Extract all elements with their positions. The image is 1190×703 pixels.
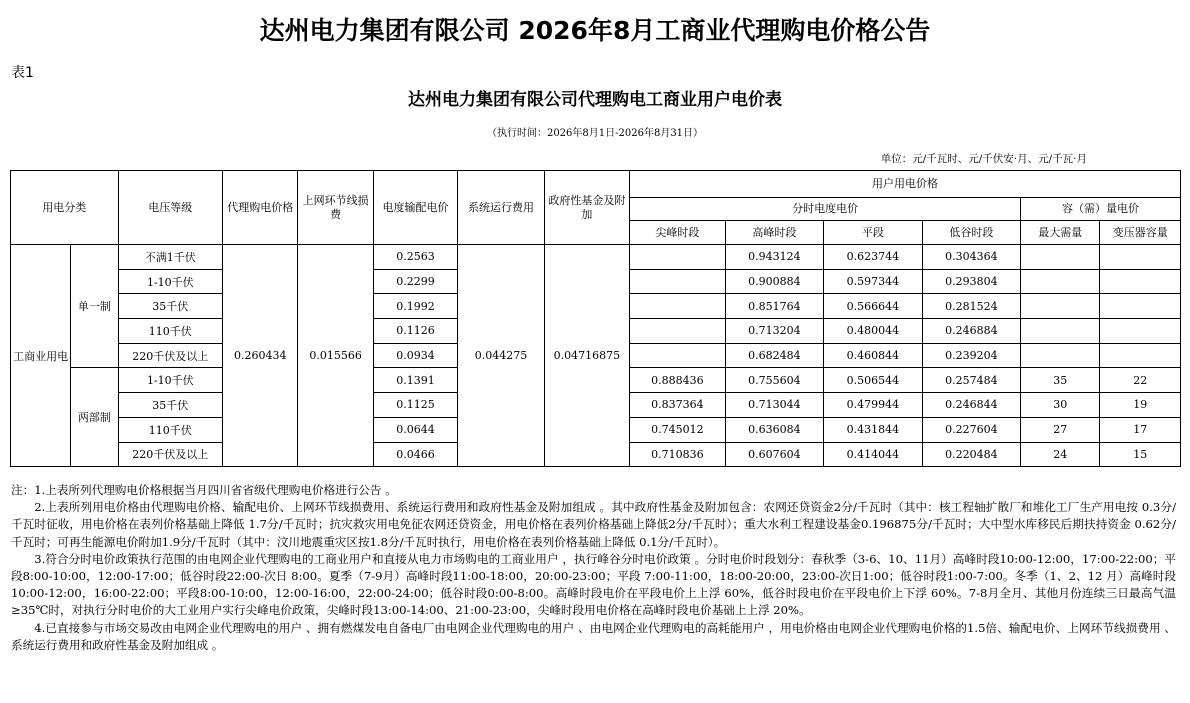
header-agency-price: 代理购电价格 xyxy=(223,171,298,245)
transmission-cell: 0.2299 xyxy=(373,269,457,294)
voltage-cell: 110千伏 xyxy=(118,319,223,344)
header-gov-fund: 政府性基金及附加 xyxy=(544,171,629,245)
transmission-cell: 0.0644 xyxy=(373,417,457,442)
high-cell: 0.943124 xyxy=(725,245,824,270)
header-capacity-price: 容（需）量电价 xyxy=(1021,198,1181,221)
demand-cell: 27 xyxy=(1021,417,1100,442)
voltage-cell: 35千伏 xyxy=(118,393,223,418)
two-part-system-cell: 两部制 xyxy=(71,368,118,467)
header-valley: 低谷时段 xyxy=(922,221,1021,245)
table-number: 表1 xyxy=(11,65,34,81)
flat-cell: 0.480044 xyxy=(824,319,923,344)
header-voltage: 电压等级 xyxy=(118,171,223,245)
execution-period: （执行时间：2026年8月1日-2026年8月31日） xyxy=(486,128,704,139)
system-cost-cell: 0.044275 xyxy=(458,245,544,467)
flat-cell: 0.597344 xyxy=(824,269,923,294)
voltage-cell: 35千伏 xyxy=(118,294,223,319)
transmission-cell: 0.0934 xyxy=(373,343,457,368)
transmission-cell: 0.1126 xyxy=(373,319,457,344)
demand-cell: 30 xyxy=(1021,393,1100,418)
note-1: 注：1.上表所列代理购电价格根据当月四川省省级代理购电价格进行公告 。 xyxy=(11,483,397,497)
header-category: 用电分类 xyxy=(11,171,119,245)
transformer-cell xyxy=(1100,245,1181,270)
transformer-cell: 17 xyxy=(1100,417,1181,442)
demand-cell xyxy=(1021,294,1100,319)
demand-cell: 35 xyxy=(1021,368,1100,393)
voltage-cell: 220千伏及以上 xyxy=(118,343,223,368)
high-cell: 0.636084 xyxy=(725,417,824,442)
header-high: 高峰时段 xyxy=(725,221,824,245)
transmission-cell: 0.1992 xyxy=(373,294,457,319)
flat-cell: 0.431844 xyxy=(824,417,923,442)
high-cell: 0.713204 xyxy=(725,319,824,344)
peak-cell: 0.888436 xyxy=(630,368,725,393)
high-cell: 0.682484 xyxy=(725,343,824,368)
header-peak: 尖峰时段 xyxy=(630,221,725,245)
flat-cell: 0.506544 xyxy=(824,368,923,393)
header-max-demand: 最大需量 xyxy=(1021,221,1100,245)
valley-cell: 0.304364 xyxy=(922,245,1021,270)
header-transmission: 电度输配电价 xyxy=(373,171,457,245)
voltage-cell: 220千伏及以上 xyxy=(118,442,223,467)
note-4: 4.已直接参与市场交易改由电网企业代理购电的用户 、拥有燃煤发电自备电厂由电网企业代理购电的用户 、由电网企业代理购电的高耗能用户 ，用电价格由电网企业代理购电价格的1.5倍、输配电价、上网环节线损费用 、系统运行费用和政府性基金及附加组成 。 xyxy=(11,620,1176,652)
valley-cell: 0.257484 xyxy=(922,368,1021,393)
flat-cell: 0.623744 xyxy=(824,245,923,270)
demand-cell xyxy=(1021,245,1100,270)
page-title: 达州电力集团有限公司 2026年8月工商业代理购电价格公告 xyxy=(259,16,931,45)
header-system-cost: 系统运行费用 xyxy=(458,171,544,245)
peak-cell xyxy=(630,319,725,344)
demand-cell xyxy=(1021,319,1100,344)
valley-cell: 0.293804 xyxy=(922,269,1021,294)
gov-fund-cell: 0.04716875 xyxy=(544,245,629,467)
peak-cell xyxy=(630,294,725,319)
transformer-cell xyxy=(1100,343,1181,368)
demand-cell: 24 xyxy=(1021,442,1100,467)
valley-cell: 0.281524 xyxy=(922,294,1021,319)
single-system-cell: 单一制 xyxy=(71,245,118,368)
transformer-cell xyxy=(1100,319,1181,344)
agency-price-cell: 0.260434 xyxy=(223,245,298,467)
price-table xyxy=(10,170,1181,467)
transformer-cell: 22 xyxy=(1100,368,1181,393)
notes-section xyxy=(11,482,1176,654)
transformer-cell: 19 xyxy=(1100,393,1181,418)
peak-cell xyxy=(630,269,725,294)
unit-label: 单位：元/千瓦时、元/千伏安·月、元/千瓦·月 xyxy=(880,153,1087,165)
note-2: 2.上表所列用电价格由代理购电价格、输配电价、上网环节线损费用、系统运行费用和政府性基金及附加组成 。其中政府性基金及附加包含：农网还贷资金2分/千瓦时（其中：核工程轴扩散厂和堆化工厂生产用电按 0.3分/千瓦时征收，用电价格在表列价格基础上降低 1.7分/千瓦时；抗灾救灾用电免征农网还贷资金，用电价格在表列价格基础上降低2分/千瓦时）；重大水利工程建设基金0.196875分/千瓦时；大中型水库移民后期扶持资金 0.62分/千瓦时；可再生能源电价附加1.9分/千瓦时（其中：汶川地震重灾区按1.8分/千瓦时执行，用电价格在表列价格基础上降低 0.1分/千瓦时）。 xyxy=(11,500,1176,549)
transformer-cell: 15 xyxy=(1100,442,1181,467)
flat-cell: 0.479944 xyxy=(824,393,923,418)
transmission-cell: 0.1125 xyxy=(373,393,457,418)
header-transformer: 变压器容量 xyxy=(1100,221,1181,245)
high-cell: 0.900884 xyxy=(725,269,824,294)
flat-cell: 0.460844 xyxy=(824,343,923,368)
table-row xyxy=(11,245,1181,270)
valley-cell: 0.220484 xyxy=(922,442,1021,467)
category-cell: 工商业用电 xyxy=(11,245,71,467)
voltage-cell: 1-10千伏 xyxy=(118,269,223,294)
header-flat: 平段 xyxy=(824,221,923,245)
header-grid-loss: 上网环节线损费 xyxy=(298,171,373,245)
transmission-cell: 0.1391 xyxy=(373,368,457,393)
transmission-cell: 0.2563 xyxy=(373,245,457,270)
header-tou-price: 分时电度电价 xyxy=(630,198,1021,221)
header-user-price: 用户用电价格 xyxy=(630,171,1181,198)
peak-cell xyxy=(630,343,725,368)
demand-cell xyxy=(1021,343,1100,368)
transformer-cell xyxy=(1100,294,1181,319)
high-cell: 0.713044 xyxy=(725,393,824,418)
high-cell: 0.607604 xyxy=(725,442,824,467)
peak-cell: 0.745012 xyxy=(630,417,725,442)
transformer-cell xyxy=(1100,269,1181,294)
flat-cell: 0.566644 xyxy=(824,294,923,319)
valley-cell: 0.239204 xyxy=(922,343,1021,368)
transmission-cell: 0.0466 xyxy=(373,442,457,467)
grid-loss-cell: 0.015566 xyxy=(298,245,373,467)
voltage-cell: 1-10千伏 xyxy=(118,368,223,393)
voltage-cell: 不满1千伏 xyxy=(118,245,223,270)
table-title: 达州电力集团有限公司代理购电工商业用户电价表 xyxy=(408,90,782,110)
valley-cell: 0.227604 xyxy=(922,417,1021,442)
valley-cell: 0.246844 xyxy=(922,393,1021,418)
peak-cell: 0.837364 xyxy=(630,393,725,418)
flat-cell: 0.414044 xyxy=(824,442,923,467)
valley-cell: 0.246884 xyxy=(922,319,1021,344)
peak-cell xyxy=(630,245,725,270)
peak-cell: 0.710836 xyxy=(630,442,725,467)
high-cell: 0.755604 xyxy=(725,368,824,393)
demand-cell xyxy=(1021,269,1100,294)
high-cell: 0.851764 xyxy=(725,294,824,319)
voltage-cell: 110千伏 xyxy=(118,417,223,442)
note-3: 3.符合分时电价政策执行范围的由电网企业代理购电的工商业用户和直接从电力市场购电的工商业用户 ，执行峰谷分时电价政策 。分时电价时段划分：春秋季（3-6、10、11月）高峰时段10:00-12:00，17:00-22:00；平段8:00-10:00，12:00-17:00；低谷时段22:00-次日 8:00。夏季（7-9月）高峰时段11:00-18:00，20:00-23:00；平段 7:00-11:00，18:00-20:00，23:00-次日1:00；低谷时段1:00-7:00。冬季（1、2、12 月）高峰时段10:00-12:00，16:00-22:00；平段8:00-10:00，12:00-16:00，22:00-24:00；低谷时段0:00-8:00。高峰时段电价在平段电价上上浮 60%，低谷时段电价在平段电价上下浮 60%。7-8月全月、其他月份连续三日最高气温 ≥35℃时，对执行分时电价的大工业用户实行尖峰电价政策，尖峰时段13:00-14:00、21:00-23:00，尖峰时段用电价格在高峰时段电价基础上上浮 20%。 xyxy=(11,551,1176,618)
